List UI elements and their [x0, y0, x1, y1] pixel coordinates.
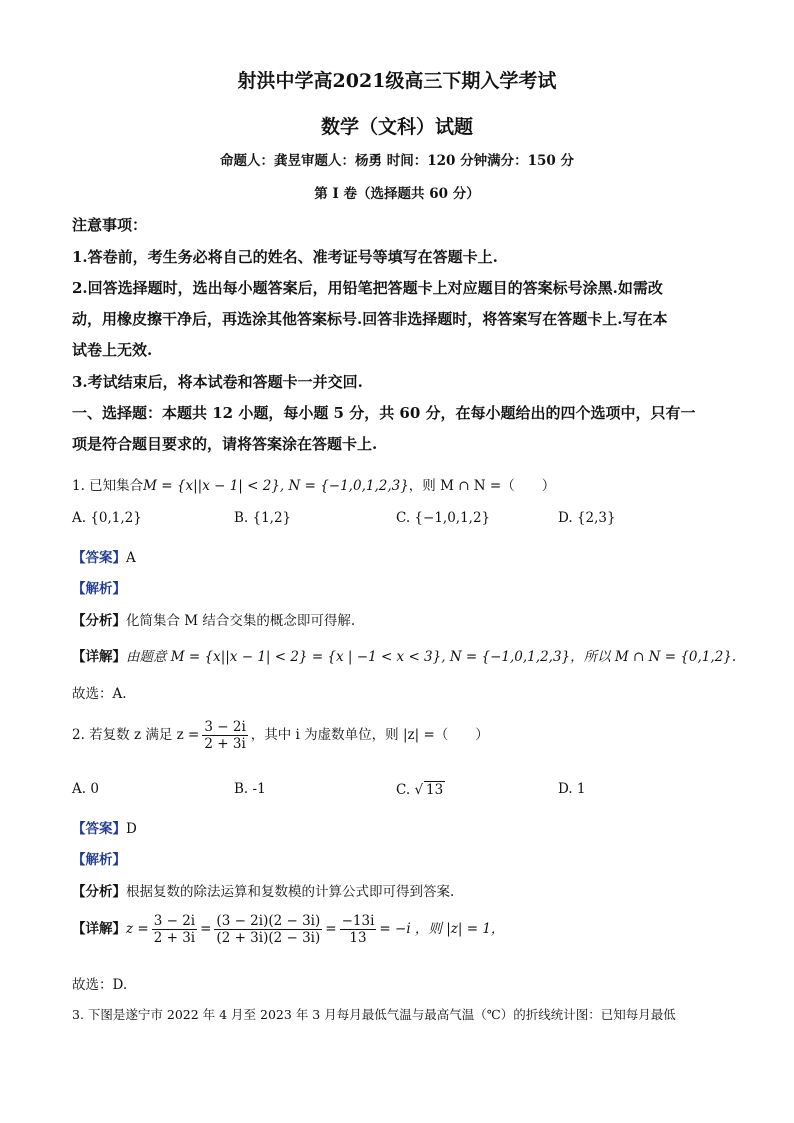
answer-label: 【答案】	[72, 821, 126, 837]
fraction-numerator: −13i	[341, 913, 375, 929]
question-2-option-b: B. -1	[234, 781, 266, 797]
analyze-label: 【分析】	[72, 613, 126, 629]
question-1-option-b: B. {1,2}	[234, 510, 292, 526]
analyze-label: 【分析】	[72, 884, 126, 900]
question-1-choose	[72, 682, 127, 702]
sqrt-sign: √	[414, 782, 424, 798]
question-1-detail-text-1: 由题意 M = {x||x − 1| < 2} = {x | −1 < x < 3}, N = {−1,0,1,2,3}	[126, 649, 571, 665]
section-1-line-1: 一、选择题：本题共 12 小题，每小题 5 分，共 60 分，在每小题给出的四个选项中，只有一	[72, 404, 696, 422]
question-2-option-d: D. 1	[558, 781, 586, 797]
question-2-option-c-radicand: 13	[426, 782, 444, 798]
question-1-detail-text-2: ，所以 M ∩ N = {0,1,2}.	[570, 649, 737, 665]
analysis-label: 【解析】	[72, 581, 126, 597]
question-2-choose	[72, 973, 127, 993]
question-2-answer	[72, 817, 137, 837]
question-1-answer	[72, 546, 136, 566]
question-1-option-c: C. {−1,0,1,2}	[396, 510, 491, 526]
question-3-stem: 3. 下图是遂宁市 2022 年 4 月至 2023 年 3 月每月最低气温与最高气温（℃）的折线统计图：已知每月最低	[72, 1007, 676, 1022]
notice-item-3: 3.考试结束后，将本试卷和答题卡一并交回.	[72, 373, 363, 391]
question-2-option-a: A. 0	[72, 781, 99, 797]
question-2-analysis	[72, 880, 454, 900]
question-1-stem	[72, 474, 555, 494]
question-1-analysis-text: 化简集合 M 结合交集的概念即可得解.	[126, 613, 356, 629]
choose-prefix: 故选：	[72, 977, 113, 993]
question-2-prefix: 2. 若复数 z 满足 z =	[72, 727, 200, 743]
question-1-analysis	[72, 609, 355, 629]
question-1-set-definition: M = {x||x − 1| < 2}, N = {−1,0,1,2,3}	[143, 478, 409, 494]
detail-label: 【详解】	[72, 649, 126, 665]
question-2-choose-value: D.	[112, 977, 128, 993]
question-2-option-c	[396, 781, 445, 798]
volume-heading: 第 I 卷（选择题共 60 分）	[314, 186, 480, 202]
question-2-analysis-text: 根据复数的除法运算和复数模的计算公式即可得到答案.	[126, 884, 455, 900]
question-2-detail-tail: = −i ，则 |z| = 1，	[379, 921, 505, 937]
question-1-prefix: 1. 已知集合	[72, 478, 144, 494]
question-1-option-d: D. {2,3}	[558, 510, 616, 526]
question-2-ask: ，其中 i 为虚数单位，则 |z| =（ ）	[250, 727, 489, 743]
question-2-detail: 【详解】z = $\frac{3 - 2i}{2 + 3i}$ = $\frac{(3 - 2i)(2 - 3i)}{(2 + 3i)(2 - 3i)}$ = $\frac{-13i}{13}$ = −i ，则 |z| = 1，	[72, 913, 505, 946]
question-1-detail	[72, 645, 736, 665]
fraction-denominator: (2 + 3i)(2 − 3i)	[216, 930, 321, 946]
question-1-answer-value: A	[126, 550, 136, 566]
question-2-answer-value: D	[126, 821, 137, 837]
notice-heading: 注意事项：	[72, 216, 148, 234]
answer-label: 【答案】	[72, 550, 126, 566]
question-2-detail-fraction-2	[214, 913, 322, 946]
section-1-line-2: 项是符合题目要求的，请将答案涂在答题卡上.	[72, 435, 378, 453]
question-1-ask: ，则 M ∩ N =（ ）	[408, 478, 556, 494]
question-2-fraction-denominator: 2 + 3i	[204, 736, 246, 752]
exam-meta: 命题人：龚昱审题人：杨勇 时间：120 分钟满分：150 分	[220, 153, 574, 169]
exam-subtitle: 数学（文科）试题	[320, 116, 473, 138]
question-2-stem	[72, 719, 489, 752]
question-2-fraction	[202, 719, 247, 752]
choose-prefix: 故选：	[72, 686, 113, 702]
exam-title: 射洪中学高2021级高三下期入学考试	[237, 70, 557, 92]
fraction-denominator: 13	[349, 930, 367, 946]
question-2-detail-fraction-1	[152, 913, 197, 946]
analysis-label: 【解析】	[72, 852, 126, 868]
detail-label: 【详解】	[72, 921, 126, 937]
notice-item-1: 1.答卷前，考生务必将自己的姓名、准考证号等填写在答题卡上.	[72, 248, 498, 266]
notice-item-2-line-3: 试卷上无效.	[72, 341, 153, 359]
question-1-analysis-heading	[72, 577, 126, 597]
notice-item-2-line-2: 动，用橡皮擦干净后，再选涂其他答案标号.回答非选择题时，将答案写在答题卡上.写在本	[72, 310, 668, 328]
fraction-numerator: (3 − 2i)(2 − 3i)	[216, 913, 321, 929]
question-1-option-a: A. {0,1,2}	[72, 510, 142, 526]
question-2-detail-z: z =	[126, 921, 149, 937]
fraction-denominator: 2 + 3i	[153, 930, 196, 946]
question-2-analysis-heading	[72, 848, 126, 868]
fraction-numerator: 3 − 2i	[153, 913, 196, 929]
question-2-fraction-numerator: 3 − 2i	[204, 719, 246, 735]
question-2-option-c-label: C.	[396, 782, 411, 798]
question-1-choose-value: A.	[112, 686, 127, 702]
notice-item-2-line-1: 2.回答选择题时，选出每小题答案后，用铅笔把答题卡上对应题目的答案标号涂黑.如需改	[72, 279, 663, 297]
question-2-detail-fraction-3	[340, 913, 377, 946]
